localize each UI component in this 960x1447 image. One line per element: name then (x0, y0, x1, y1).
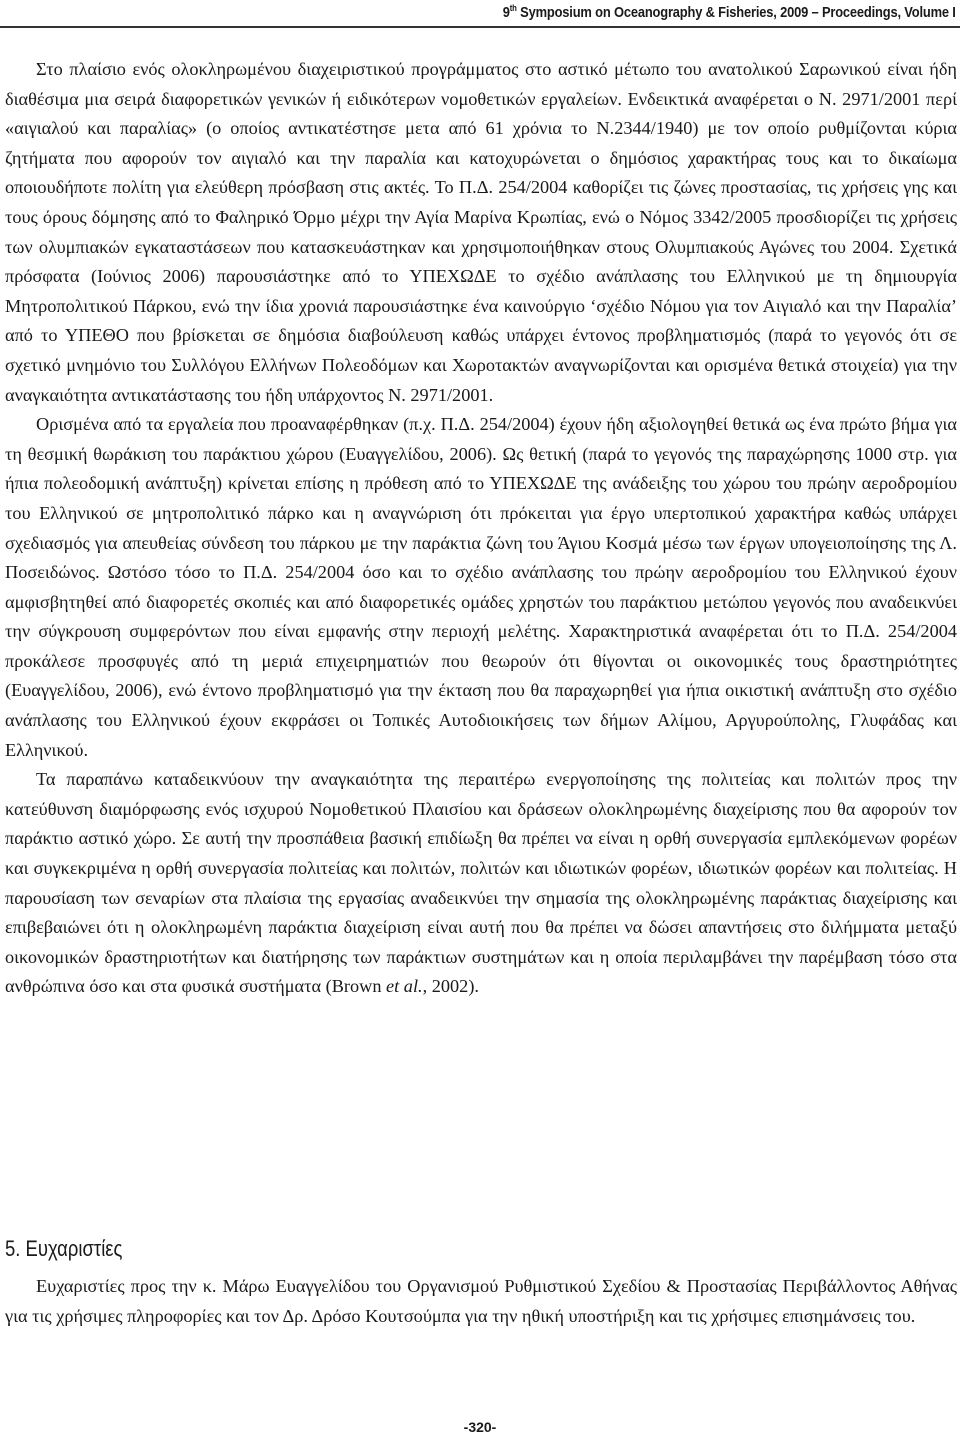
page-number: -320- (463, 1419, 497, 1435)
running-header (0, 0, 960, 28)
symposium-title: Symposium on Oceanography & Fisheries, 2009 – Proceedings, Volume I (516, 4, 956, 21)
acknowledgements (5, 1272, 957, 1331)
symposium-number: 9 (503, 4, 511, 21)
paragraph-3 (5, 765, 957, 1002)
paragraph-3-text: Τα παραπάνω καταδεικνύουν την αναγκαιότητα της περαιτέρω ενεργοποίησης της πολιτείας και πολιτών προς την κατεύθυνση διαμόρφωσης ενός ισχυρού Νομοθετικού Πλαισίου και δράσεων ολοκληρωμένης διαχείρισης που θα αφορούν τον παράκτιο αστικό χώρο. Σε αυτή την προσπάθεια βασική επιδίωξη θα πρέπει να είναι η ορθή συνεργασία εμπλεκόμενων φορέων και συγκεκριμένα η ορθή συνεργασία πολιτείας και πολιτών, πολιτών και ιδιωτικών φορέων, ιδιωτικών φορέων και πολιτείας. Η παρουσίαση των σεναρίων στα πλαίσια της εργασίας αναδεικνύει την σημασία της ολοκληρωμένης παράκτιας διαχείρισης και επιβεβαιώνει ότι η ολοκληρωμένη παράκτια διαχείριση είναι αυτή που θα πρέπει να δώσει απαντήσεις στο διλήμματα μεταξύ οικονομικών δραστηριοτήτων και διατήρησης των παράκτιων συστημάτων και η οποία περιλαμβάνει την παρέμβαση τόσο στα ανθρώπινα όσο και στα φυσικά συστήματα (Brown (5, 769, 957, 997)
citation-tail: , 2002). (422, 976, 479, 997)
paragraph-2: Ορισμένα από τα εργαλεία που προαναφέρθηκαν (π.χ. Π.Δ. 254/2004) έχουν ήδη αξιολογηθεί θετικά ως ένα πρώτο βήμα για τη θεσμική θωράκιση του παράκτιου χώρου (Ευαγγελίδου, 2006). Ως θετική (παρά το γεγονός της παραχώρησης 1000 στρ. για ήπια πολεοδομική ανάπτυξη) κρίνεται επίσης η πρόθεση από το ΥΠΕΧΩΔΕ της ανάδειξης του χώρου του πρώην αεροδρομίου του Ελληνικού σε μητροπολιτικό πάρκο και η αναγνώριση ότι πρόκειται για έργο υπερτοπικού χαρακτήρα καθώς υπάρχει σχεδιασμός για απευθείας σύνδεση του πάρκου με την παράκτια ζώνη του Άγιου Κοσμά μέσω των έργων υπογειοποίησης της Λ. Ποσειδώνος. Ωστόσο τόσο το Π.Δ. 254/2004 όσο και το σχέδιο ανάπλασης του πρώην αεροδρομίου του Ελληνικού έχουν αμφισβητηθεί από διαφορετές σκοπιές και από διαφορετικές ομάδες χρηστών του παράκτιου μετώπου γεγονός που αναδεικνύει την σύγκρουση συμφερόντων που είναι εμφανής στην περιοχή μελέτης. Χαρακτηριστικά αναφέρεται ότι το Π.Δ. 254/2004 προκάλεσε προσφυγές από τη μεριά επιχειρηματιών που θεωρούν ότι θίγονται οι οικονομικές τους δραστηριότητες (Ευαγγελίδου, 2006), ενώ έντονο προβληματισμό για την έκταση που θα παραχωρηθεί για ήπια οικιστική ανάπτυξη στο σχέδιο ανάπλασης του Ελληνικού έχουν εκφράσει οι Τοπικές Αυτοδιοικήσεις των δήμων Αλίμου, Αργυρούπολης, Γλυφάδας και Ελληνικού. (5, 414, 957, 760)
acknowledgements-text: Ευχαριστίες προς την κ. Μάρω Ευαγγελίδου του Οργανισμού Ρυθμιστικού Σχεδίου & Προστασίας Περιβάλλοντος Αθήνας για τις χρήσιμες πληροφορίες και τον Δρ. Δρόσο Κουτσούμπα για την ηθική υποστήριξη και τις χρήσιμες επισημάνσεις του. (5, 1276, 957, 1326)
running-header-text (503, 4, 956, 21)
body-text (5, 55, 957, 1002)
section-heading: 5. Ευχαριστίες (5, 1236, 123, 1261)
paragraph-1: Στο πλαίσιο ενός ολοκληρωμένου διαχειριστικού προγράμματος στο αστικό μέτωπο του ανατολικού Σαρωνικού είναι ήδη διαθέσιμα μια σειρά διαφορετικών γενικών ή ειδικότερων νομοθετικών εργαλείων. Ενδεικτικά αναφέρεται ο Ν. 2971/2001 περί «αιγιαλού και παραλίας» (ο οποίος αντικατέστησε μετα από 61 χρόνια το Ν.2344/1940) με τον οποίο ρυθμίζονται κύρια ζητήματα που αφορούν τον αιγιαλό και την παραλία και κατοχυρώνεται ο δημόσιος χαρακτήρας τους και το δικαίωμα οποιουδήποτε πολίτη για ελεύθερη πρόσβαση στις ακτές. Το Π.Δ. 254/2004 καθορίζει τις ζώνες προστασίας, τις χρήσεις γης και τους όρους δόμησης από το Φαληρικό Όρμο μέχρι την Αγία Μαρίνα Κρωπίας, ενώ ο Νόμος 3342/2005 προσδιορίζει τις χρήσεις των ολυμπιακών εγκαταστάσεων που κατασκευάστηκαν και χρησιμοποιήθηκαν στους Ολυμπιακούς Αγώνες του 2004. Σχετικά πρόσφατα (Ιούνιος 2006) παρουσιάστηκε από το ΥΠΕΧΩΔΕ το σχέδιο ανάπλασης του Ελληνικού με τη δημιουργία Μητροπολιτικού Πάρκου, ενώ την ίδια χρονιά παρουσιάστηκε ένα καινούργιο ‘σχέδιο Νόμου για τον Αιγιαλό και την Παραλία’ από το ΥΠΕΘΟ που βρίσκεται σε δημόσια διαβούλευση καθώς υπάρχει έντονος προβληματισμός (παρά το γεγονός ότι σε σχετικό μνημόνιο του Συλλόγου Ελλήνων Πολεοδόμων και Χωροτακτών αναγνωρίζονται και ορισμένα θετικά στοιχεία) για την αναγκαιότητα αντικατάστασης του ήδη υπάρχοντος Ν. 2971/2001. (5, 59, 957, 405)
ordinal-suffix: th (510, 3, 517, 13)
citation-et-al: et al. (386, 976, 423, 997)
